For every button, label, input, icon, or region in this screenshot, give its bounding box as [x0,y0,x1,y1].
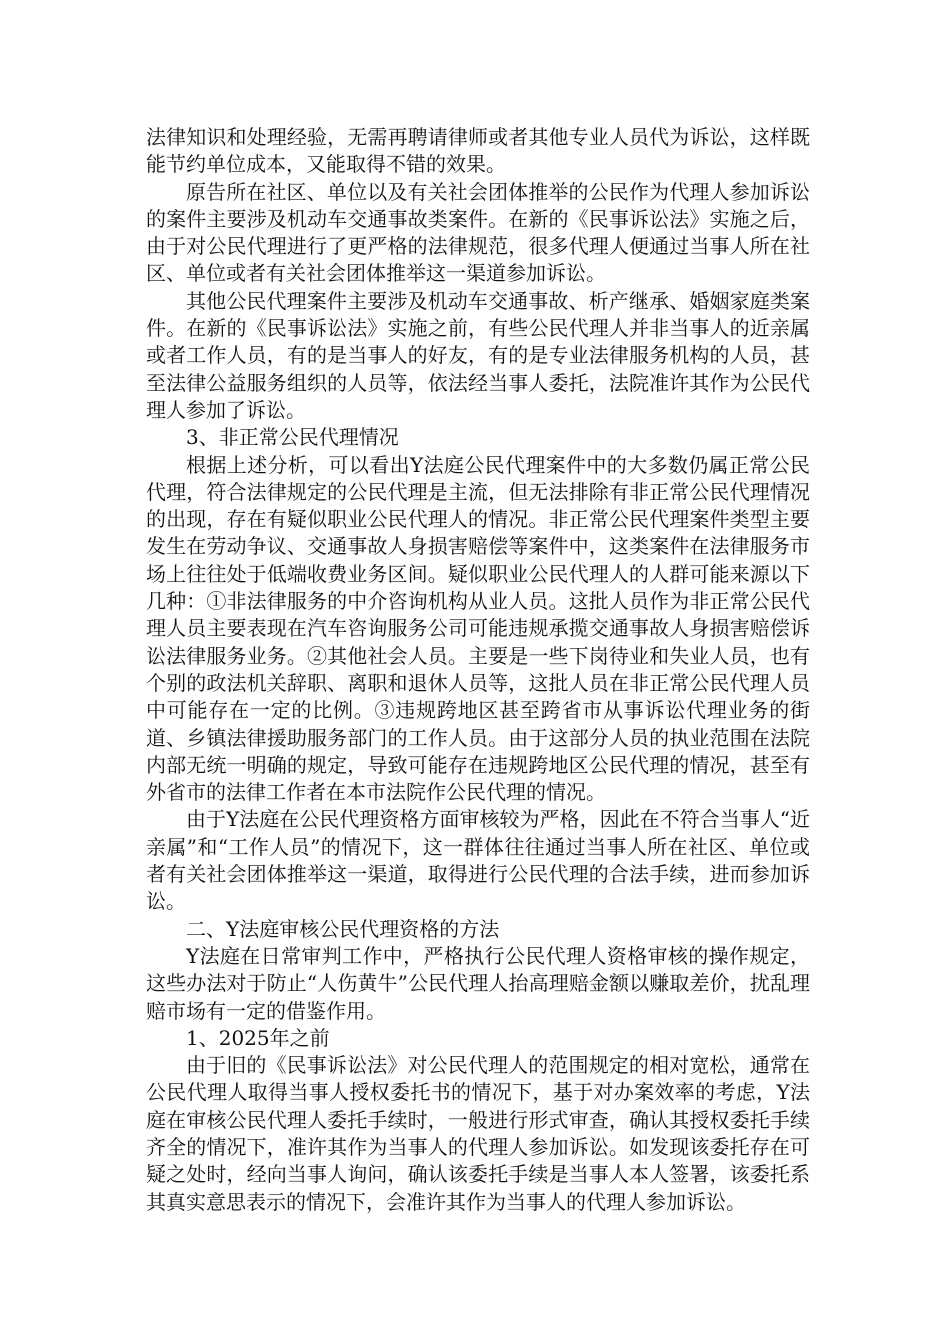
paragraph-review-rules: Y法庭在日常审判工作中，严格执行公民代理人资格审核的操作规定，这些办法对于防止“人伤黄牛”公民代理人抬高理赔金额以赚取差价，扰乱理赔市场有一定的借鉴作用。 [146,943,810,1023]
paragraph-strict-review: 由于Y法庭在公民代理资格方面审核较为严格，因此在不符合当事人“近亲属”和“工作人员”的情况下，这一群体往往通过当事人所在社区、单位或者有关社会团体推举这一渠道，取得进行公民代理的合法手续，进而参加诉讼。 [146,807,810,914]
paragraph-continuation: 法律知识和处理经验，无需再聘请律师或者其他专业人员代为诉讼，这样既能节约单位成本，又能取得不错的效果。 [146,125,810,177]
section-heading-abnormal-agency: 3、非正常公民代理情况 [186,425,399,450]
section-heading-before-2025: 1、2025年之前 [186,1025,330,1050]
paragraph-old-law-review: 由于旧的《民事诉讼法》对公民代理人的范围规定的相对宽松，通常在公民代理人取得当事人授权委托书的情况下，基于对办案效率的考虑，Y法庭在审核公民代理人委托手续时，一般进行形式审查，确认其授权委托手续齐全的情况下，准许其作为当事人的代理人参加诉讼。如发现该委托存在可疑之处时，经向当事人询问，确认该委托手续是当事人本人签署，该委托系其真实意思表示的情况下，会准许其作为当事人的代理人参加诉讼。 [146,1053,810,1214]
paragraph-other-agency-cases: 其他公民代理案件主要涉及机动车交通事故、析产继承、婚姻家庭类案件。在新的《民事诉讼法》实施之前，有些公民代理人并非当事人的近亲属或者工作人员，有的是当事人的好友，有的是专业法律服务机构的人员，甚至法律公益服务组织的人员等，依法经当事人委托，法院准许其作为公民代理人参加了诉讼。 [146,288,810,422]
section-heading-review-methods: 二、Y法庭审核公民代理资格的方法 [186,916,500,941]
paragraph-community-recommendation: 原告所在社区、单位以及有关社会团体推举的公民作为代理人参加诉讼的案件主要涉及机动车交通事故类案件。在新的《民事诉讼法》实施之后，由于对公民代理进行了更严格的法律规范，很多代理人便通过当事人所在社区、单位或者有关社会团体推举这一渠道参加诉讼。 [146,179,810,286]
paragraph-abnormal-agency-analysis: 根据上述分析，可以看出Y法庭公民代理案件中的大多数仍属正常公民代理，符合法律规定的公民代理是主流，但无法排除有非正常公民代理情况的出现，存在有疑似职业公民代理人的情况。非正常公民代理案件类型主要发生在劳动争议、交通事故人身损害赔偿等案件中，这类案件在法律服务市场上往往处于低端收费业务区间。疑似职业公民代理人的人群可能来源以下几种：①非法律服务的中介咨询机构从业人员。这批人员作为非正常公民代理人员主要表现在汽车咨询服务公司可能违规承揽交通事故人身损害赔偿诉讼法律服务业务。②其他社会人员。主要是一些下岗待业和失业人员，也有个别的政法机关辞职、离职和退休人员等，这批人员在非正常公民代理人员中可能存在一定的比例。③违规跨地区甚至跨省市从事诉讼代理业务的街道、乡镇法律援助服务部门的工作人员。由于这部分人员的执业范围在法院内部无统一明确的规定，导致可能存在违规跨地区公民代理的情况，甚至有外省市的法律工作者在本市法院作公民代理的情况。 [146,452,810,805]
document-page [146,124,810,1216]
